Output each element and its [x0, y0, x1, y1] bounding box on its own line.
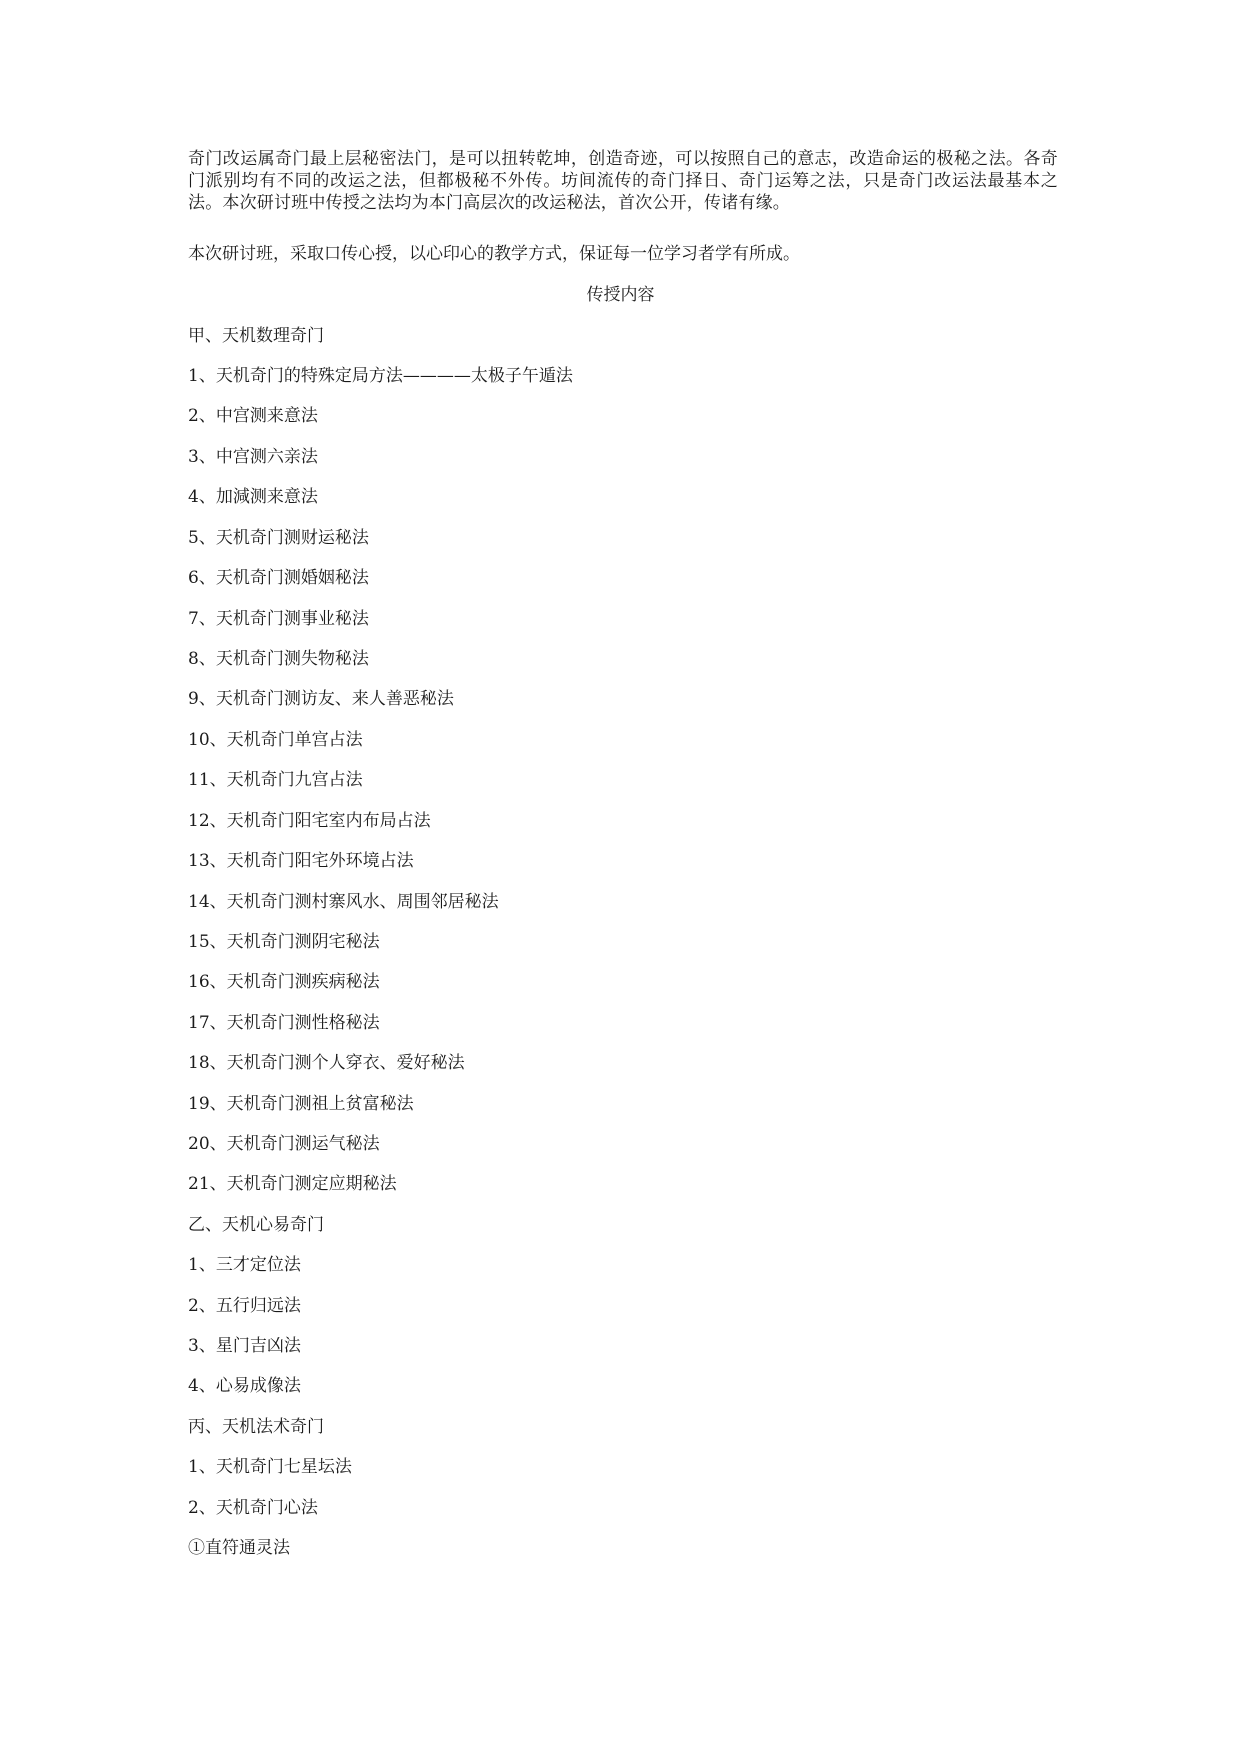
list-item: 15、天机奇门测阴宅秘法	[188, 932, 380, 952]
section-heading-bing: 丙、天机法术奇门	[188, 1417, 324, 1437]
intro-paragraph-2: 本次研讨班，采取口传心授，以心印心的教学方式，保证每一位学习者学有所成。	[188, 244, 800, 264]
list-item: 21、天机奇门测定应期秘法	[188, 1174, 397, 1194]
list-item: 3、中宫测六亲法	[188, 447, 318, 467]
list-item: ①直符通灵法	[188, 1538, 290, 1558]
section-heading-yi: 乙、天机心易奇门	[188, 1215, 324, 1235]
list-item: 5、天机奇门测财运秘法	[188, 528, 369, 548]
list-item: 20、天机奇门测运气秘法	[188, 1134, 380, 1154]
list-item: 8、天机奇门测失物秘法	[188, 649, 369, 669]
list-item: 2、天机奇门心法	[188, 1498, 318, 1518]
section-heading-jia: 甲、天机数理奇门	[188, 326, 324, 346]
list-item: 1、三才定位法	[188, 1255, 301, 1275]
list-item: 16、天机奇门测疾病秘法	[188, 972, 380, 992]
list-item: 19、天机奇门测祖上贫富秘法	[188, 1094, 414, 1114]
list-item: 10、天机奇门单宫占法	[188, 730, 363, 750]
list-item: 9、天机奇门测访友、来人善恶秘法	[188, 689, 454, 709]
list-item: 3、星门吉凶法	[188, 1336, 301, 1356]
list-item: 4、加減测来意法	[188, 487, 318, 507]
list-item: 2、中宫测来意法	[188, 406, 318, 426]
list-item: 1、天机奇门七星坛法	[188, 1457, 352, 1477]
list-item: 14、天机奇门测村寨风水、周围邻居秘法	[188, 892, 499, 912]
list-item: 7、天机奇门测事业秘法	[188, 609, 369, 629]
list-item: 12、天机奇门阳宅室内布局占法	[188, 811, 431, 831]
list-item: 2、五行归远法	[188, 1296, 301, 1316]
section-title: 传授内容	[586, 285, 655, 305]
list-item: 18、天机奇门测个人穿衣、爱好秘法	[188, 1053, 465, 1073]
list-item: 11、天机奇门九宫占法	[188, 770, 363, 790]
list-item: 4、心易成像法	[188, 1376, 301, 1396]
list-item: 6、天机奇门测婚姻秘法	[188, 568, 369, 588]
list-item: 17、天机奇门测性格秘法	[188, 1013, 380, 1033]
intro-paragraph-1: 奇门改运属奇门最上层秘密法门，是可以扭转乾坤，创造奇迹，可以按照自己的意志，改造命运的极秘之法。各奇门派别均有不同的改运之法，但都极秘不外传。坊间流传的奇门择日、奇门运筹之法，只是奇门改运法最基本之法。本次研讨班中传授之法均为本门高层次的改运秘法，首次公开，传诸有缘。	[188, 149, 1058, 213]
list-item: 1、天机奇门的特殊定局方法————太极子午遁法	[188, 366, 573, 386]
list-item: 13、天机奇门阳宅外环境占法	[188, 851, 414, 871]
